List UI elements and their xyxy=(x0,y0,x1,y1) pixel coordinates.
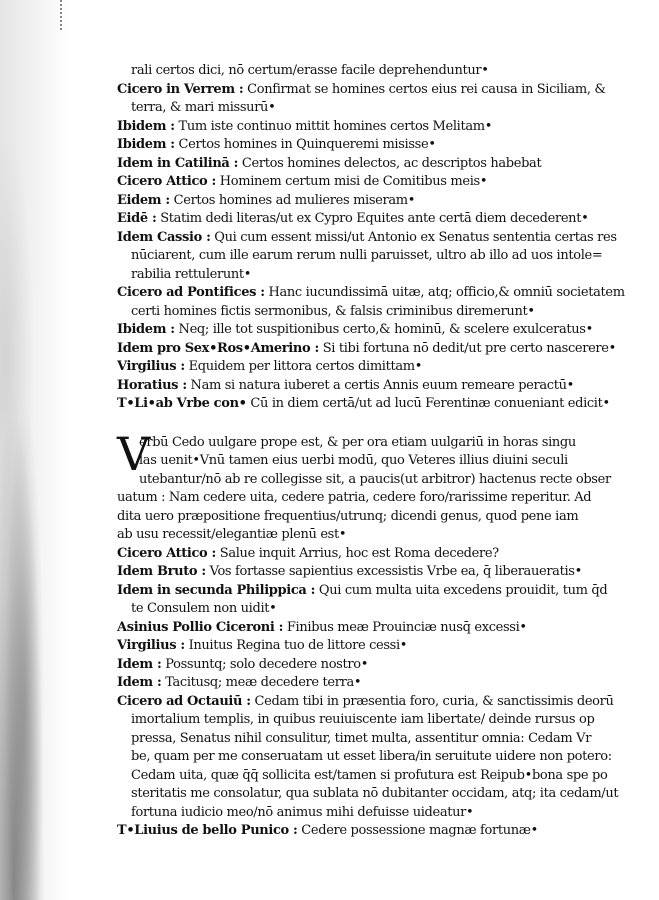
quotation-text: Statim dedi literas/ut ex Cypro Equites ante certā diem decederent• xyxy=(156,211,589,226)
quotation-text: nūciarent, cum ille earum rerum nulli paruisset, ultro ab illo ad uos intole= xyxy=(131,248,603,263)
text-line xyxy=(117,192,601,211)
quotation-text: erbū Cedo uulgare prope est, & per ora etiam uulgariū in horas singu xyxy=(139,434,576,450)
quotation-text: rabilia rettulerunt• xyxy=(131,266,252,282)
text-line xyxy=(117,118,601,137)
citation-source: Idem in Catilinā : xyxy=(117,155,239,171)
quotation-text: terra, & mari missurū• xyxy=(131,100,276,115)
citation-source: Ibidem : xyxy=(117,322,175,337)
citation-source: T•Liuius de bello Punico : xyxy=(117,823,298,838)
quotation-text: Equidem per littora certos dimittam• xyxy=(184,359,423,374)
citation-source: Idem Bruto : xyxy=(117,564,206,579)
quotation-text: fortuna iudicio meo/nō animus mihi defuisse uideatur• xyxy=(131,804,474,820)
quotation-text: Nam si natura iuberet a certis Annis euum remeare peractū• xyxy=(186,377,574,393)
quotation-text: ab usu recessit/elegantiæ plenū est• xyxy=(117,527,347,542)
quotation-text: Certos homines in Quinqueremi misisse• xyxy=(174,137,436,152)
text-line xyxy=(117,395,610,414)
paragraph-gap xyxy=(117,414,601,434)
quotation-text: Tum iste continuo mittit homines certos Melitam• xyxy=(174,118,493,134)
text-line xyxy=(117,358,601,377)
text-line xyxy=(117,822,601,841)
citation-source: Horatius : xyxy=(117,377,187,393)
citation-source: Cicero ad Octauiū : xyxy=(117,693,251,709)
quotation-text: Hanc iucundissimā uitæ, atq; officio,& omniū societatem xyxy=(264,285,625,300)
top-margin-mark xyxy=(60,0,66,30)
text-line xyxy=(117,81,606,100)
citation-source: Virgilius : xyxy=(117,359,185,374)
citation-source: Idem : xyxy=(117,656,162,672)
paragraph-certus-citations xyxy=(117,62,625,414)
text-line xyxy=(117,136,601,155)
text-line xyxy=(117,266,601,285)
quotation-text: Vos fortasse sapientius excessistis Vrbe ea, q̄ liberaueratis• xyxy=(205,564,582,579)
quotation-text: pressa, Senatus nihil consulitur, timet multa, assentitur omnia: Cedam Vr xyxy=(131,730,592,746)
quotation-text: Certos homines ad mulieres miseram• xyxy=(169,192,416,208)
quotation-text: las uenit•Vnū tamen eius uerbi modū, quo Veteres illius diuini seculi xyxy=(139,453,568,468)
citation-source: Cicero Attico : xyxy=(117,545,216,561)
quotation-text: Cedam tibi in præsentia foro, curia, & sanctissimis deorū xyxy=(250,693,614,709)
citation-source: Idem in secunda Philippica : xyxy=(117,582,316,598)
quotation-text: Tacitusq; meæ decedere terra• xyxy=(161,675,362,690)
text-line xyxy=(117,489,601,508)
quotation-text: Qui cum essent missi/ut Antonio ex Senatus sententia certas res xyxy=(210,229,617,245)
text-line xyxy=(117,804,601,823)
citation-source: Cicero in Verrem : xyxy=(117,81,244,97)
quotation-text: uatum : Nam cedere uita, cedere patria, cedere foro/rarissime reperitur. Ad xyxy=(117,490,592,505)
citation-source: Ibidem : xyxy=(117,118,175,134)
text-line xyxy=(117,210,601,229)
text-line xyxy=(117,656,601,675)
text-line xyxy=(117,582,608,601)
quotation-text: Cedam uita, quæ q̄q̄ sollicita est/tamen si profutura est Reipub•bona spe po xyxy=(131,767,608,783)
text-line xyxy=(117,619,601,638)
text-line xyxy=(117,340,616,359)
quotation-text: certi homines fictis sermonibus, & falsis criminibus diremerunt• xyxy=(131,303,535,319)
quotation-text: Finibus meæ Prouinciæ nusq̄ excessi• xyxy=(283,619,527,635)
drop-capital: V xyxy=(117,426,150,481)
text-line xyxy=(117,637,601,656)
quotation-text: Salue inquit Arrius, hoc est Roma decedere? xyxy=(216,545,499,561)
quotation-text: be, quam per me conseruatam ut esset libera/in seruitute uidere non potero: xyxy=(131,749,612,764)
citation-source: Eidē : xyxy=(117,211,157,226)
quotation-text: Cū in diem certā/ut ad lucū Ferentinæ conueniant edicit• xyxy=(246,396,610,411)
text-line xyxy=(117,471,611,490)
text-line xyxy=(117,526,601,545)
quotation-text: steritatis me consolatur, qua sublata nō dubitanter occidam, atq; ita cedam/ut xyxy=(131,786,619,801)
text-line xyxy=(117,730,601,749)
text-line xyxy=(117,693,614,712)
text-line xyxy=(117,377,601,396)
text-line xyxy=(117,173,601,192)
citation-source: Idem : xyxy=(117,675,162,690)
citation-source: Idem Cassio : xyxy=(117,229,211,245)
text-line xyxy=(117,452,601,471)
text-line xyxy=(117,508,601,527)
citation-source: Idem pro Sex•Ros•Amerino : xyxy=(117,340,319,356)
citation-source: Asinius Pollio Ciceroni : xyxy=(117,619,284,635)
text-line xyxy=(117,545,601,564)
quotation-text: Hominem certum misi de Comitibus meis• xyxy=(216,174,488,189)
text-line xyxy=(117,229,617,248)
text-line xyxy=(117,767,608,786)
quotation-text: dita uero præpositione frequentius/utrunq; dicendi genus, quod pene iam xyxy=(117,508,579,524)
text-line xyxy=(117,247,601,266)
text-line xyxy=(117,748,612,767)
citation-source: Cicero ad Pontifices : xyxy=(117,285,265,300)
citation-source: Virgilius : xyxy=(117,638,185,653)
quotation-text: Cedere possessione magnæ fortunæ• xyxy=(297,823,538,838)
text-line xyxy=(117,321,601,340)
text-line xyxy=(117,284,625,303)
paragraph-cedo-citations xyxy=(117,426,619,841)
citation-source: T•Li•ab Vrbe con• xyxy=(117,396,247,411)
text-line xyxy=(117,600,601,619)
text-line xyxy=(117,303,601,322)
quotation-text: Neq; ille tot suspitionibus certo,& hominū, & scelere exulceratus• xyxy=(174,322,593,337)
quotation-text: Certos homines delectos, ac descriptos habebat xyxy=(238,155,542,171)
citation-source: Ibidem : xyxy=(117,137,175,152)
text-line xyxy=(117,155,601,174)
text-line xyxy=(117,99,601,118)
citation-source: Eidem : xyxy=(117,192,170,208)
text-line xyxy=(117,711,601,730)
text-block xyxy=(117,62,625,841)
quotation-text: rali certos dici, nō certum/erasse facile deprehenduntur• xyxy=(131,63,489,78)
binding-gutter-shadow xyxy=(0,0,70,900)
text-line xyxy=(117,563,601,582)
quotation-text: Si tibi fortuna nō dedit/ut pre certo nascerere• xyxy=(318,340,616,356)
quotation-text: Qui cum multa uita excedens prouidit, tum q̄d xyxy=(315,582,608,598)
citation-source: Cicero Attico : xyxy=(117,174,216,189)
quotation-text: te Consulem non uidit• xyxy=(131,601,277,616)
text-line xyxy=(117,785,619,804)
text-line xyxy=(117,674,601,693)
quotation-text: Possuntq; solo decedere nostro• xyxy=(161,656,369,672)
quotation-text: imortalium templis, in quibus reuiuiscente iam libertate/ deinde rursus op xyxy=(131,712,595,727)
quotation-text: Inuitus Regina tuo de littore cessi• xyxy=(184,638,408,653)
text-line xyxy=(117,62,601,81)
quotation-text: Confirmat se homines certos eius rei causa in Siciliam, & xyxy=(243,81,606,97)
quotation-text: utebantur/nō ab re collegisse sit, a paucis(ut arbitror) hactenus recte obser xyxy=(139,471,611,487)
